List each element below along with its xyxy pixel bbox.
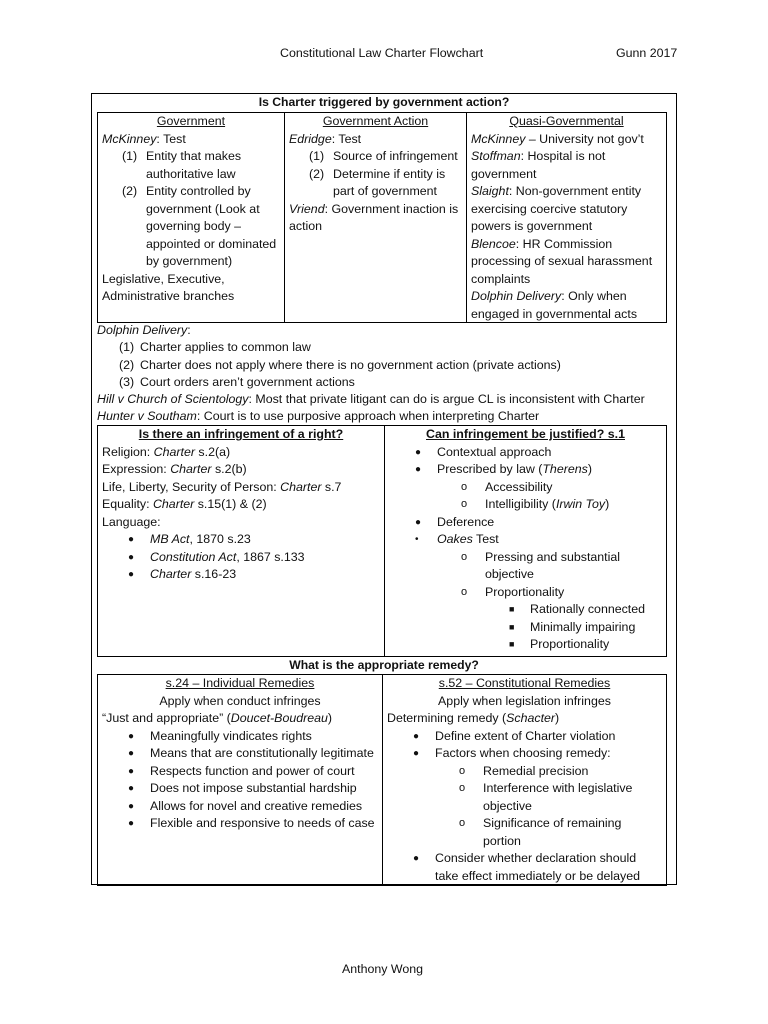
determining-remedy: Determining remedy (Schacter) xyxy=(387,711,560,725)
consider-item: ● Consider whether declaration should take effect immediately or be delayed xyxy=(413,851,641,883)
quasi-entry: Slaight: Non-government entity exercising coercive statutory powers is government xyxy=(471,184,642,233)
government-tail: Legislative, Executive, Administrative branches xyxy=(102,271,235,303)
language-item: ● Constitution Act, 1867 s.133 xyxy=(128,549,305,564)
hunter-note: Hunter v Southam: Court is to use purposive approach when interpreting Charter xyxy=(97,409,540,424)
government-item-2: (2) Entity controlled by government (Look at governing body – appointed or dominated by government) xyxy=(122,184,277,268)
constitutional-remedies-title: s.52 – Constitutional Remedies xyxy=(438,676,611,690)
hill-note: Hill v Church of Scientology: Most that private litigant can do is argue CL is inconsistent with Charter xyxy=(97,392,645,407)
proportionality-sub-item: ■ Proportionality xyxy=(509,637,610,651)
constitutional-remedies-column xyxy=(382,675,666,885)
government-action-tail: Vriend: Government inaction is action xyxy=(289,201,459,233)
dolphin-item-2: (2) Charter does not apply where there is no government action (private actions) xyxy=(119,357,561,372)
quasi-entry: McKinney – University not gov’t xyxy=(471,131,644,146)
pressing-item: o Pressing and substantial objective xyxy=(461,549,621,581)
contextual-item: ● Contextual approach xyxy=(415,444,552,459)
individual-apply: Apply when conduct infringes xyxy=(159,693,321,708)
trigger-table xyxy=(97,112,667,323)
remedy-table xyxy=(97,674,667,886)
intelligibility-item: o Intelligibility (Irwin Toy) xyxy=(461,497,610,511)
dolphin-item-3: (3) Court orders aren’t government actions xyxy=(119,374,355,389)
quasi-column xyxy=(466,113,666,322)
individual-remedies-column xyxy=(98,675,382,885)
section3-heading: What is the appropriate remedy? xyxy=(289,658,479,672)
language-item: ● MB Act, 1870 s.23 xyxy=(128,532,251,546)
government-action-title: Government Action xyxy=(322,114,429,128)
individual-item: ● Means that are constitutionally legitimate xyxy=(128,746,374,760)
justification-column xyxy=(384,426,666,656)
quasi-entry: Dolphin Delivery: Only when engaged in governmental acts xyxy=(471,289,638,321)
government-column xyxy=(98,113,284,322)
deference-item: ● Deference xyxy=(415,514,495,529)
infringement-table xyxy=(97,425,667,657)
quasi-entry: Stoffman: Hospital is not government xyxy=(471,149,606,181)
language-label: Language: xyxy=(102,514,161,529)
right-item: Equality: Charter s.15(1) & (2) xyxy=(102,497,267,511)
government-item-1: (1) Entity that makes authoritative law xyxy=(122,149,242,181)
just-appropriate: “Just and appropriate” (Doucet-Boudreau) xyxy=(102,711,333,725)
proportionality-sub-item: ■ Rationally connected xyxy=(509,602,646,616)
section1-heading: Is Charter triggered by government action? xyxy=(258,95,510,109)
define-item: ● Define extent of Charter violation xyxy=(413,728,616,743)
individual-item: ● Flexible and responsive to needs of case xyxy=(128,816,375,830)
quasi-title: Quasi-Governmental xyxy=(509,114,624,128)
oakes-item: • Oakes Test xyxy=(415,532,499,546)
dolphin-delivery-notes xyxy=(97,322,677,426)
government-action-item-1: (1) Source of infringement xyxy=(309,149,458,163)
justification-title: Can infringement be justified? s.1 xyxy=(426,427,625,441)
infringement-column xyxy=(98,426,384,656)
factor-sub-item: o Remedial precision xyxy=(459,763,589,778)
quasi-entry: Blencoe: HR Commission processing of sexual harassment complaints xyxy=(471,236,653,286)
individual-item: ● Allows for novel and creative remedies xyxy=(128,798,363,813)
individual-item: ● Meaningfully vindicates rights xyxy=(128,728,312,743)
individual-item: ● Respects function and power of court xyxy=(128,763,355,778)
dolphin-heading: Dolphin Delivery: xyxy=(97,323,191,337)
government-action-column xyxy=(284,113,466,322)
factor-sub-item: o Interference with legislative objective xyxy=(459,781,633,813)
page-header-title: Constitutional Law Charter Flowchart xyxy=(280,46,484,60)
dolphin-item-1: (1) Charter applies to common law xyxy=(119,340,311,355)
language-item: ● Charter s.16-23 xyxy=(128,567,237,581)
accessibility-item: o Accessibility xyxy=(461,479,553,494)
government-action-test: Edridge: Test xyxy=(289,131,362,146)
constitutional-apply: Apply when legislation infringes xyxy=(438,693,611,708)
factors-item: ● Factors when choosing remedy: xyxy=(413,746,611,760)
right-item: Life, Liberty, Security of Person: Charter s.7 xyxy=(102,479,342,494)
factor-sub-item: o Significance of remaining portion xyxy=(459,816,622,848)
government-title: Government xyxy=(156,114,226,128)
proportionality-sub-item: ■ Minimally impairing xyxy=(509,619,636,634)
flowchart-outer-box xyxy=(91,93,677,885)
government-test: McKinney: Test xyxy=(102,131,186,146)
government-action-item-2: (2) Determine if entity is part of government xyxy=(309,166,446,198)
prescribed-item: ● Prescribed by law (Therens) xyxy=(415,462,592,476)
individual-item: ● Does not impose substantial hardship xyxy=(128,781,357,795)
right-item: Expression: Charter s.2(b) xyxy=(102,462,247,476)
infringement-title: Is there an infringement of a right? xyxy=(138,427,344,441)
individual-remedies-title: s.24 – Individual Remedies xyxy=(165,676,315,690)
page-header-right: Gunn 2017 xyxy=(616,46,678,60)
proportionality-item: o Proportionality xyxy=(461,584,565,599)
page-footer: Anthony Wong xyxy=(342,962,424,976)
right-item: Religion: Charter s.2(a) xyxy=(102,444,231,459)
